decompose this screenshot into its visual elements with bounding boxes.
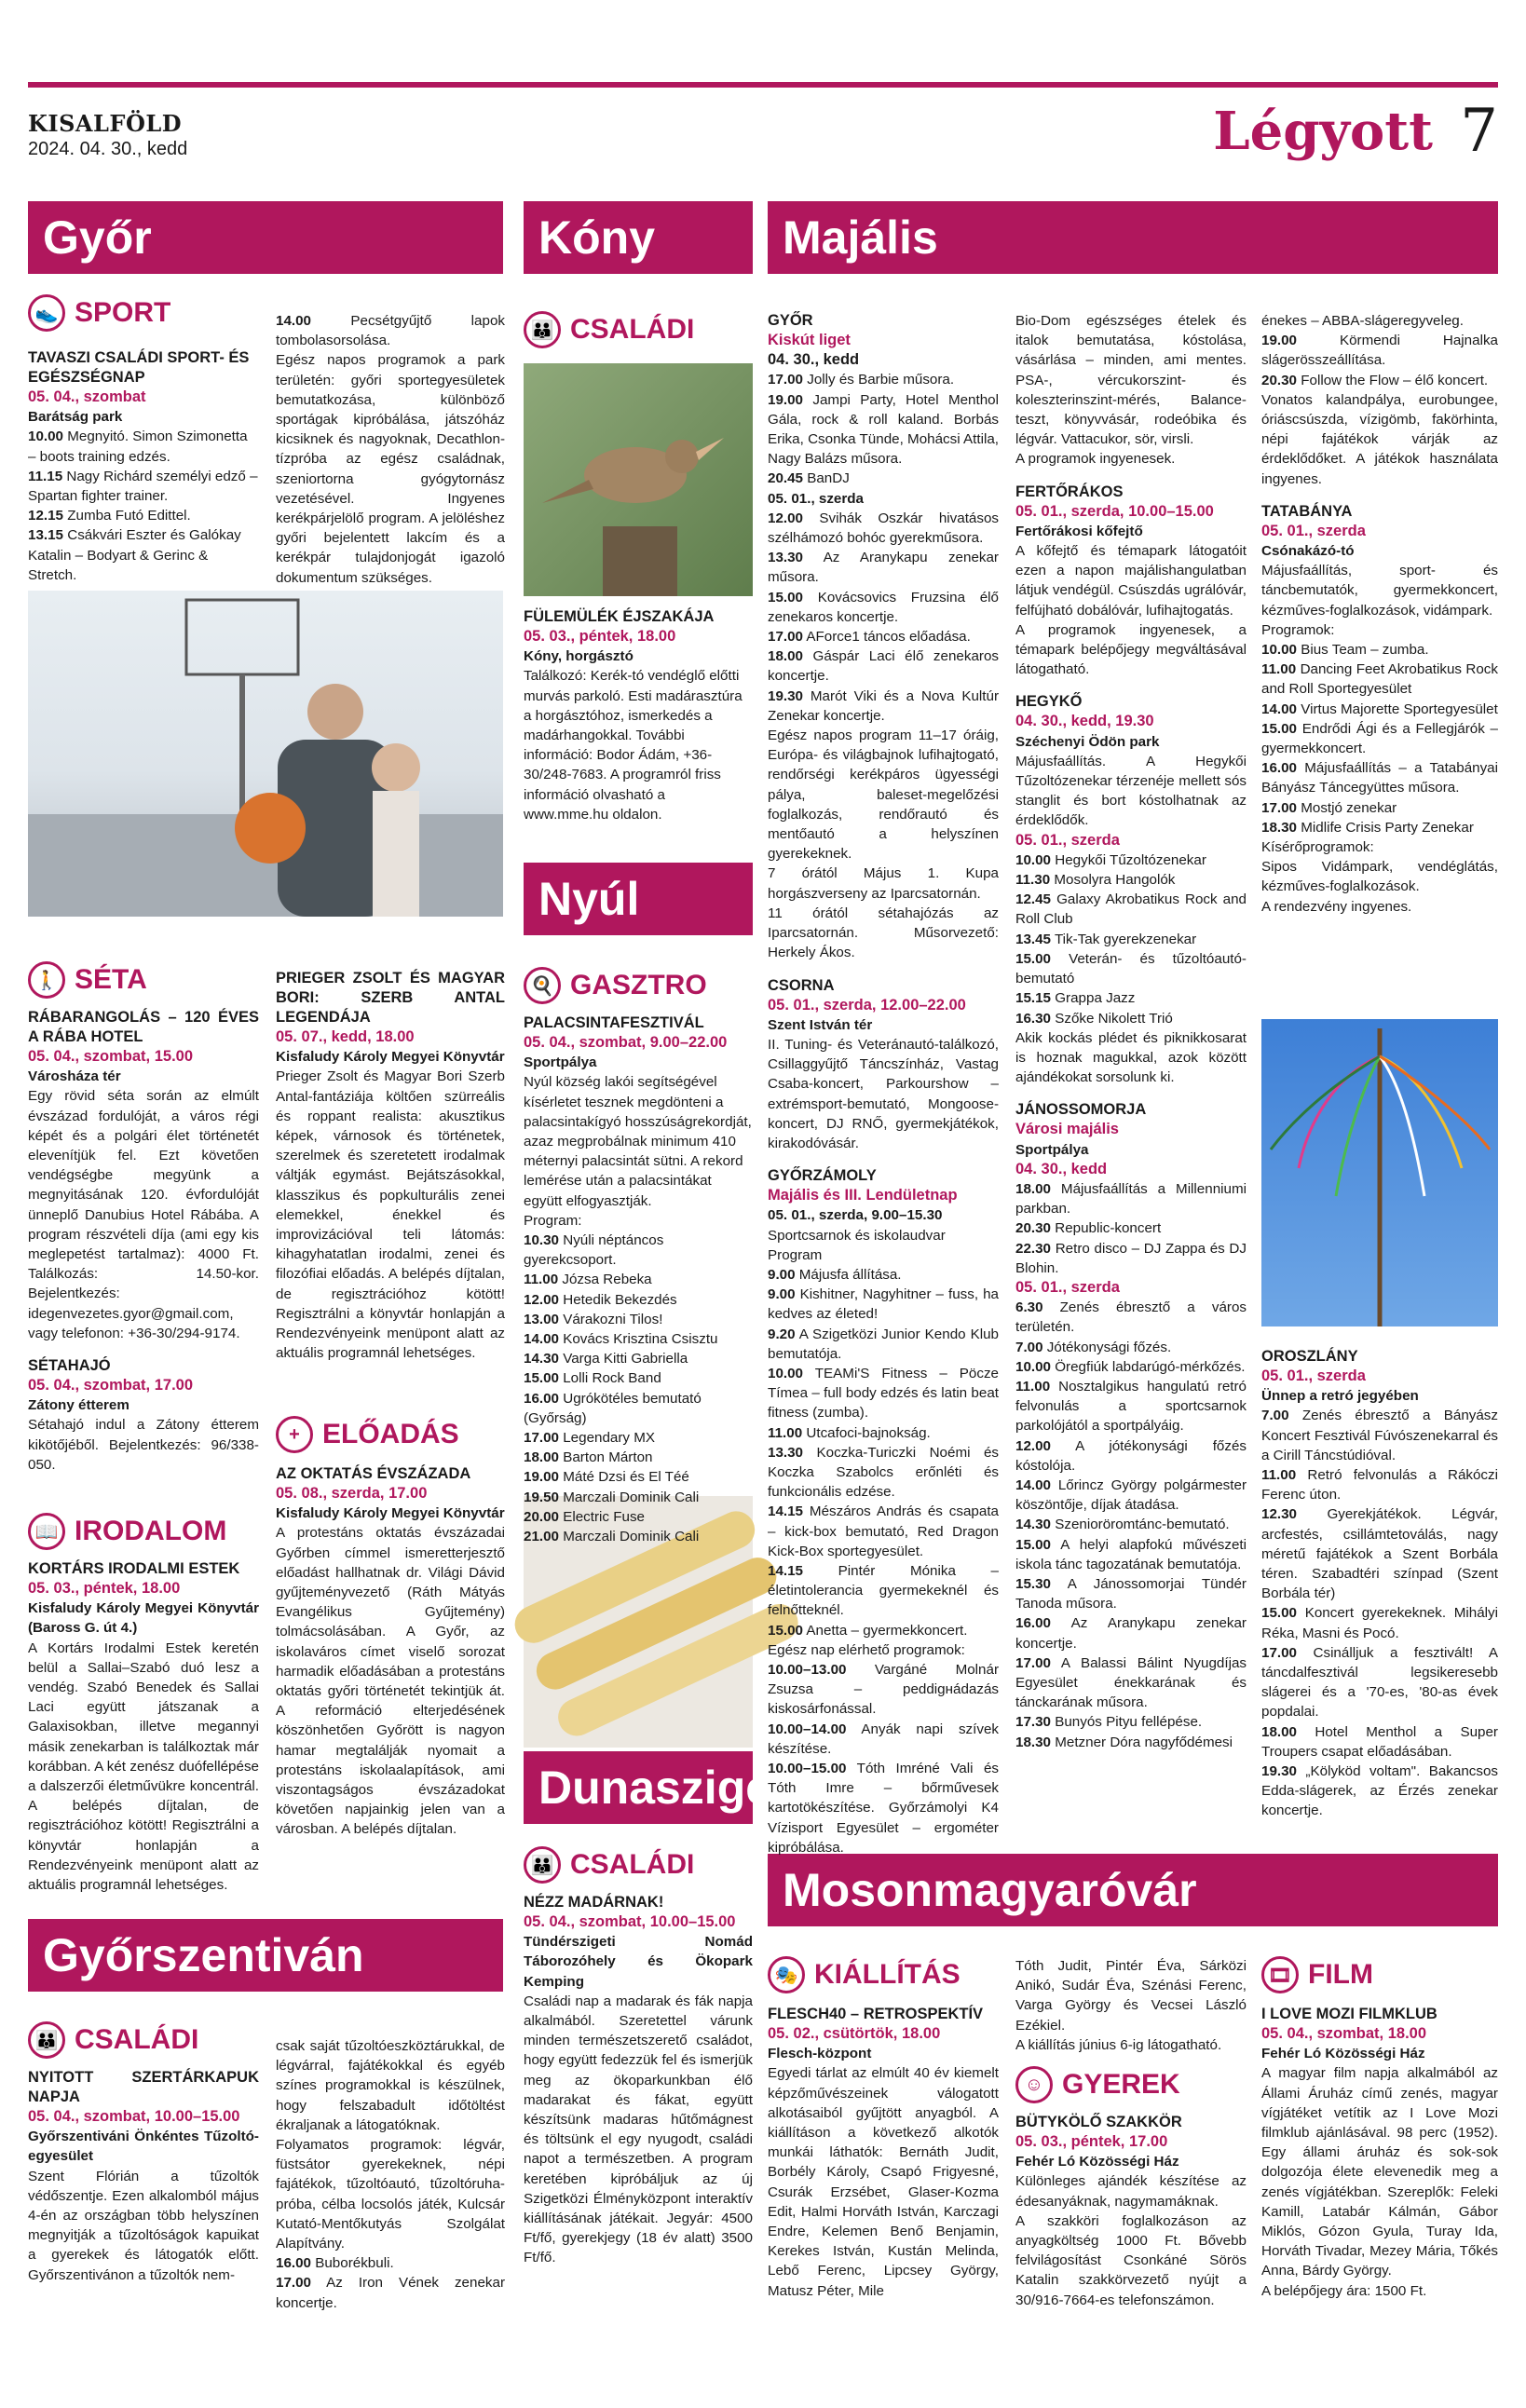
section-csaladi-gyorszentivan: 👪 CSALÁDI [28,2018,198,2062]
col-kiallitas-2: Tóth Judit, Pintér Éva, Sárközi Anikó, Sudár Éva, Szénási Ferenc, Varga György és Vecsei László Ezékiel. A kiállítás június 6-ig látogatható. [1015,1958,1247,2053]
band-majalis: Majális [768,201,1498,274]
theater-masks-icon: 🎭 [768,1956,805,1993]
photo-father-daughter-basketball [28,591,503,917]
section-sport: 👟 SPORT [28,291,170,335]
brand: KISALFÖLD [28,110,183,137]
sneaker-icon: 👟 [28,294,65,332]
masthead [28,110,187,160]
section-irodalom: 📖 IRODALOM [28,1509,226,1554]
col-majalis-3: énekes – ABBA-slágeregyveleg. 19.00 Körmendi Hajnalka slágerösszeállítása. 20.30 Follow the Flow – élő koncert. Vonatos kalandpálya, eurobungee, óriáscsúszda, vízigömb, fakörhinta, népi fajátékok várják az érdeklődőket. A játékok használata ingyenes. TATABÁNYA 05. 01., szerda Csónakázó-tó Májusfaállítás, sport- és táncbemutatók, gyermekkoncert, kézműves-foglalkozások, vidámpark. Programok: 10.00 Bius Team – zumba. 11.00 Dancing Feet Akrobatikus Rock and Roll Sportegyesület 14.00 Virtus Majorette Sportegyesület 15.00 Endrődi Ági és a Fellegjárók – gyermekkoncert. 16.00 Májusfaállítás – a Tatabányai Bányász Táncegyüttes műsora. 17.00 Mostjó zenekar 18.30 Midlife Crisis Party Zenekar Kísérőprogramok: Sipos Vidámpark, vendéglátás, kézműves-foglalkozások. A rendezvény ingyenes. [1261,313,1498,915]
section-csaladi-kony: 👪 CSALÁDI [524,307,694,352]
col-irodalom: KORTÁRS IRODALMI ESTEK 05. 03., péntek, 18.00 Kisfaludy Károly Megyei Könyvtár (Baross G. út 4.) A Kortárs Irodalmi Estek keretén belül a Sallai–Szabó duó lesz a vendég. Szabó Benedek és Sallai Laci együtt játszanak a Galaxisokban, illetve megannyi másik zenekarban is találkoztak már korábban. A két zenész duófellépése a dalszerzői életművükre koncentrál. A belépés díjtalan, de regisztrációhoz kötött! Regisztrálni a könyvtár honlapján a Rendezvényeink menüpont alatt az aktuális programnál lehetséges. [28,1560,259,1894]
book-icon: 📖 [28,1513,65,1550]
family-icon: 👪 [524,311,561,348]
col-majalis-oroszlany: OROSZLÁNY 05. 01., szerda Ünnep a retró jegyében 7.00 Zenés ébresztő a Bányász Koncert Fesztivál Fúvószenekarral és a Cirill Táncstúdióval. 11.00 Retró felvonulás a Rákóczi Ferenc úton. 12.30 Gyerekjátékok. Légvár, arcfestés, csillámtetoválás, nagy méretű fajátékok a Szent Borbála téren. Szabadtéri színpad (Szent Borbála tér) 15.00 Koncert gyerekeknek. Mihályi Réka, Masni és Pocó. 17.00 Csinálljuk a fesztivált! A táncdalfesztivál legsikeresebb slágerei és a '70-es, '80-as évek popdalai. 18.00 Hotel Menthol a Super Troupers csapat előadásában. 19.30 „Kölyköd voltam". Bakancsos Edda-slágerek, az Érzés zenekar koncertje. [1261,1348,1498,1819]
section-gasztro: 🍳 GASZTRO [524,963,707,1008]
col-sport: TAVASZI CSALÁDI SPORT- ÉS EGÉSZSÉGNAP 05. 04., szombat Barátság park 10.00 Megnyitó. Simon Szimonetta – boots training edzés. 11.15 Nagy Richárd személyi edző – Spartan fighter trainer. 12.15 Zumba Futó Edittel. 13.15 Csákvári Eszter és Galókay Katalin – Bodyart & Gerinc & Stretch. [28,349,258,583]
col-gasztro: PALACSINTAFESZTIVÁL 05. 04., szombat, 9.00–22.00 Sportpálya Nyúl község lakói segítségével kísérletet tesznek megdönteni a palacsintakígyó hosszúságrekordját, azaz megprobálnak minimum 410 méternyi palacsintát sütni. A rekord lemérése után a palacsintákat együtt elfogyasztják. Program: 10.30 Nyúli néptáncos gyerekcsoport. 11.00 Józsa Rebeka 12.00 Hetedik Bekezdés 13.00 Várakozni Tilos! 14.00 Kovács Krisztina Csisztu 14.30 Varga Kitti Gabriella 15.00 Lolli Rock Band 16.00 Ugrókötéles bemutató (Győrság) 17.00 Legendary MX 18.00 Barton Márton 19.00 Máté Dzsi és El Téé 19.50 Marczali Dominik Cali 20.00 Electric Fuse 21.00 Marczali Dominik Cali [524,1014,752,1545]
section-film: 🎞 FILM [1261,1952,1373,1997]
band-mosonmagyarovar: Mosonmagyaróvár [768,1854,1498,1926]
col-sport-2: 14.00 Pecsétgyűjtő lapok tombolasorsolása. Egész napos programok a park területén: győri sportegyesületek bemutatkozása, különböző sportágak kipróbálása, játszóház kicsiknek és nagyoknak, Decathlon-tízpróba az egész családnak, szeniortorna gyógytornász vezetésével. Ingyenes kerékpárjelölő program. A jelöléshez győri bejelentett lakcím és a kerékpár tulajdonjogát igazoló dokumentum szükséges. [276,313,505,586]
col-dunasziget: NÉZZ MADÁRNAK! 05. 04., szombat, 10.00–15.00 Tündérszigeti Nomád Táborozóhely és Ökopark Kemping Családi nap a madarak és fák napja alkalmából. Szeretettel várunk minden természetszerető családot, hogy együtt fedezzük fel és ismerjük meg az ökoparkunkban élő madarakat és fákat, együtt készítsünk madaras hűtőmágnest és töltsünk el egy nyugodt, családi napot a természetben. A program keretében kipróbáljuk az új Szigetközi Élményközpont interaktív kiállításának játékait. Jegyár: 4500 Ft/fő, gyerekjegy (18 év alatt) 3500 Ft/fő. [524,1894,753,2266]
col-gyorszentivan: NYITOTT SZERTÁRKAPUK NAPJA 05. 04., szombat, 10.00–15.00 Győrszentiváni Önkéntes Tűzoltó-egyesület Szent Flórián a tűzoltók védőszentje. Ezen alkalomból május 4-én az országban több helyszínen megnyitják a tűzoltóságok kapuikat a gyerekek és látogatók előtt. Győrszentivánon a tűzoltók nem- [28,2069,259,2283]
col-seta: RÁBARANGOLÁS – 120 ÉVES A RÁBA HOTEL 05. 04., szombat, 15.00 Városháza tér Egy rövid séta során az elmúlt évszázad fordulóját, a város régi képét és a polgári élet történetét elevenítjük fel. Ezt követően vendégségbe megyünk a megnyitásának 120. évfordulóját ünneplő Danubius Hotel Rábába. A program részvételi díja (ami egy kis meglepetést tartalmaz): 4000 Ft. Találkozás: 14.50-kor. Bejelentkezés: idegenvezetes.gyor@gmail.com, vagy telefonon: +36-30/294-9174. SÉTAHAJÓ 05. 04., szombat, 17.00 Zátony étterem Sétahajó indul a Zátony étterem kikötőjéből. Bejelentkezés: 96/338-050. [28,1009,259,1473]
kids-icon: ☺ [1015,2066,1053,2103]
page-number: 7 [1460,97,1498,166]
band-gyor: Győr [28,201,503,274]
family-icon: 👪 [28,2021,65,2059]
photo-maypole [1261,1019,1498,1326]
film-icon: 🎞 [1261,1956,1299,1993]
page-section-title: Légyott [1213,101,1433,162]
band-kony: Kóny [524,201,753,274]
section-gyerek: ☺ GYEREK [1015,2062,1180,2107]
col-majalis-2: Bio-Dom egészséges ételek és italok bemutatása, kóstolása, vásárlása – minden, ami mentes. PSA-, vércukorszint- és koleszterinszint-mérés, Balance-teszt, könyvvásár, rodeóbika és légvár. Vattacukor, sör, virsli. A programok ingyenesek. FERTŐRÁKOS 05. 01., szerda, 10.00–15.00 Fertőrákosi kőfejtő A kőfejtő és témapark látogatóit ezen a napon majálishangulatban látjuk vendégül. Csúszdás ugrálóvár, felfújható dobálóvár, lufihajtogatás. A programok ingyenesek, a témapark belépőjegy megváltásával látogatható. HEGYKŐ 04. 30., kedd, 19.30 Széchenyi Ödön park Májusfaállítás. A Hegykői Tűzoltózenekar térzenéje mellett sós stanglit és bort kóstolhatnak az érdeklődők. 05. 01., szerda 10.00 Hegykői Tűzoltózenekar 11.30 Mosolyra Hangolók 12.45 Galaxy Akrobatikus Rock and Roll Club 13.45 Tik-Tak gyerekzenekar 15.00 Veterán- és tűzoltóautó-bemutató 15.15 Grappa Jazz 16.30 Szőke Nikolett Trió Akik kockás plédet és piknikkosarat is hoznak magukkal, azok között ajándékokat sorsolunk ki. JÁNOSSOMORJA Városi majális Sportpálya 04. 30., kedd 18.00 Májusfaállítás a Millenniumi parkban. 20.30 Republic-koncert 22.30 Retro disco – DJ Zappa és DJ Blohin. 05. 01., szerda 6.30 Zenés ébresztő a város területén. 7.00 Jótékonysági főzés. 10.00 Öregfiúk labdarúgó-mérkőzés. 11.00 Nosztalgikus hangulatú retró felvonulás a sportcsarnok parkolójától a sportpályáig. 12.00 A jótékonysági főzés kóstolója. 14.00 Lőrincz György polgármester köszöntője, díjak átadása. 14.30 Szenioröromtánc-bemutató. 15.00 A helyi alapfokú művészeti iskola tánc tagozatának bemutatója. 15.30 A Jánossomorjai Tündér Tanoda műsora. 16.00 Az Aranykapu zenekar koncertje. 17.00 A Balassi Bálint Nyugdíjas Egyesület énekkarának és tánckarának műsora. 17.30 Bunyós Pityu fellépése. 18.30 Metzner Dóra nagyfődémesi [1015,313,1247,1750]
issue-date: 2024. 04. 30., kedd [28,139,188,159]
band-dunasziget: Dunasziget [524,1751,753,1824]
walking-icon: 🚶 [28,961,65,999]
band-nyul: Nyúl [524,863,753,935]
family-icon: 👪 [524,1846,561,1884]
chef-hat-icon: 🍳 [524,967,561,1004]
top-rule [28,82,1498,88]
plus-icon: + [276,1416,313,1453]
col-gyorszentivan-2: csak saját tűzoltóeszköztárukkal, de légvárral, fajátékokkal és egyéb színes programokkal is készülnek, hogy felszabadult időtöltést ékraljanak a látogatóknak. Folyamatos programok: légvár, füstsátor gyerekeknek, népi fajátékok, tűzoltóautó, tűzoltóruha-próba, célba locsolós játék, Kulcsár Kutató-Mentőkutyás Szolgálat Alapítvány. 16.00 Buborékbuli. 17.00 Az Iron Vének zenekar koncertje. [276,2038,505,2311]
col-film: I LOVE MOZI FILMKLUB 05. 04., szombat, 18.00 Fehér Ló Közösségi Ház A magyar film napja alkalmából az Állami Áruház című zenés, magyar vígjátéket vetítik az I Love Mozi filmklub ajánlásával. 98 perc (1952). Egy állami áruház és sok-sok dolgozója élete elevenedik meg a zenés vígjátékban. Szereplők: Feleki Kamill, Latabár Kálmán, Gábor Miklós, Gózon Gyula, Turay Ida, Horváth Tivadar, Mezey Mária, Tőkés Anna, Bárdy György. A belépőjegy ára: 1500 Ft. [1261,2006,1498,2299]
col-gyerek: BÜTYKÖLŐ SZAKKÖR 05. 03., péntek, 17.00 Fehér Ló Közösségi Ház Különleges ajándék készítése az édesanyáknak, nagymamáknak. A szakköri foglalkozáson az anyagköltség 1000 Ft. Bővebb felvilágosítást Csonkáné Sörös Katalin szakkörvezető nyújt a 30/916-7664-es telefonszámon. [1015,2114,1247,2308]
col-prieger: PRIEGER ZSOLT ÉS MAGYAR BORI: SZERB ANTAL LEGENDÁJA 05. 07., kedd, 18.00 Kisfaludy Károly Megyei Könyvtár Prieger Zsolt és Magyar Bori Szerb Antal-fantáziája költően szürreális és roppant realista: akusztikus képek, várnosok és történetek, szerelmek és szeretetett irodalmak váltják egymást. Bejátszásokkal, klasszikus és popkulturális zenei elemekkel, énekkel és improvizációval teli látomás: kihagyhatatlan irodalmi, zenei és filozófiai előadás. A belépés díjtalan, de regisztrációhoz kötött! Regisztrálni a könyvtár honlapján a Rendezvényeink menüpont alatt az aktuális programnál lehetséges. [276,970,505,1362]
section-eloadas: + ELŐADÁS [276,1412,459,1457]
col-majalis-1: GYŐR Kiskút liget 04. 30., kedd 17.00 Jolly és Barbie műsora. 19.00 Jampi Party, Hotel Menthol Gála, rock & roll kaland. Borbás Erika, Csonka Tünde, Mohácsi Attila, Nagy Balázs műsora. 20.45 BanDJ 05. 01., szerda 12.00 Svihák Oszkár hivatásos szélhámozó bohóc gyerekműsora. 13.30 Az Aranykapu zenekar műsora. 15.00 Kovácsovics Fruzsina élő zenekaros koncertje. 17.00 AForce1 táncos előadása. 18.00 Gáspár Laci élő zenekaros koncertje. 19.30 Marót Viki és a Nova Kultúr Zenekar koncertje. Egész napos program 11–17 óráig, Európa- és világbajnok lufihajtogató, rendőrségi kerékpáros ügyességi pálya, baleset-megelőzési foglalkozás, rendőrautó és mentőautó a helyszínen gyerekeknek. 7 órától Május 1. Kupa horgászverseny az Iparcsatornán. 11 órától sétahajózás az Iparcsatornán. Műsorvezető: Herkely Ákos. CSORNA 05. 01., szerda, 12.00–22.00 Szent István tér II. Tuning- és Veteránautó-találkozó, Csillaggyűjtő Táncszínház, Vastag Csaba-koncert, Parkourshow – extrémsport-bemutató, Mongoose-koncert, DJ RNŐ, gyermekjátékok, kirakodóvásár. GYŐRZÁMOLY Majális és III. Lendületnap 05. 01., szerda, 9.00–15.30 Sportcsarnok és iskolaudvar Program 9.00 Májusfa állítása. 9.00 Kishitner, Nagyhitner – fuss, ha kedves az életed! 9.20 A Szigetközi Junior Kendo Klub bemutatója. 10.00 TEAMi'S Fitness – Pöcze Tímea – full body edzés és latin beat fitness (zumba). 11.00 Utcafoci-bajnokság. 13.30 Koczka-Turiczki Noémi és Koczka Szabolcs erőnléti és funkcionális edzése. 14.15 Mészáros András és csapata – kick-box bemutató, Red Dragon Kick-Box sportegyesület. 14.15 Pintér Mónika – életintoleranciа gyermekeknél és felnőtteknél. 15.00 Anetta – gyermekkoncert. Egész nap elérhető programok: 10.00–13.00 Vargáné Molnár Zsuzsa – peddigнádazás kiskosárfonással. 10.00–14.00 Anyák napi szívek készítése. 10.00–15.00 Tóth Imréné Vali és Tóth Imre – bőrművesek kartotökészítése. Győrzámolyi K4 Vízisport Egyesület – ergométer kipróbálása. [768,312,999,1856]
band-gyorszentivan: Győrszentiván [28,1919,503,1992]
section-seta: 🚶 SÉTA [28,958,147,1002]
photo-nightingale [524,363,753,596]
col-kony: FÜLEMÜLÉK ÉJSZAKÁJA 05. 03., péntek, 18.00 Kóny, horgásztó Találkozó: Kerék-tó vendéglő előtti murvás parkoló. Esti madárasztúra a horgásztóhoz, ismerkedés a madárhangokkal. További információ: Bodor Ádám, +36-30/248-7683. A programról friss információ olvasható a www.mme.hu oldalon. [524,608,743,823]
col-eloadas: AZ OKTATÁS ÉVSZÁZADA 05. 08., szerda, 17.00 Kisfaludy Károly Megyei Könyvtár A protestáns oktatás évszázadai Győrben címmel ismeretterjesztő előadást hallhatnak dr. Világi Dávid gyűjteményvezető (Ráth Mátyás Evangélikus Gyűjtemény) tolmácsolásában. A Győr, az iskolaváros címet viselő sorozat harmadik előadásában a protestáns oktatás győri történetét tekintjük át. A reformáció elterjedésének köszönhetően Győrött is nagyon hamar megtalálják nyomait a protestáns iskolaalapítások, ami viszontagságos évszázadokat követően napjainkig jelen van a városban. A belépés díjtalan. [276,1465,505,1838]
section-csaladi-dunasziget: 👪 CSALÁDI [524,1843,694,1887]
col-kiallitas: FLESCH40 – RETROSPEKTÍV 05. 02., csütörtök, 18.00 Flesch-központ Egyedi tárlat az elmúlt 40 év kiemelt képzőművészeinek válogatott alkotásaiból gyűjtött anyagból. A kiállításon a következő alkotók munkái láthatók: Bernáth Judit, Borbély Károly, Csapó Frigyesné, Csurák Erzsébet, Glaser-Kozma Edit, Halmi Horváth István, Karczagi Endre, Kelemen Benő Benjamin, Kerekes István, Kustán Melinda, Lebő Ferenc, Lipcsey György, Matusz Péter, Mile [768,2006,999,2299]
section-kiallitas: 🎭 KIÁLLÍTÁS [768,1952,961,1997]
